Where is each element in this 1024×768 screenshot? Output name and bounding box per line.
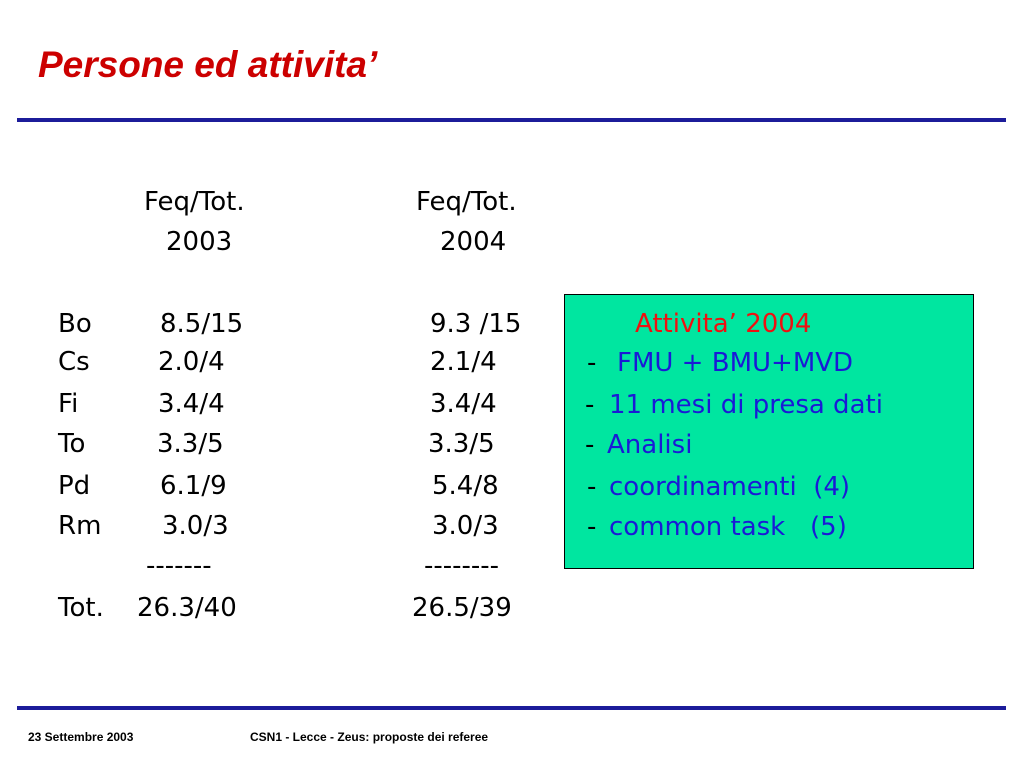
activity-item: coordinamenti (4) (609, 472, 851, 502)
activity-item: 11 mesi di presa dati (609, 390, 883, 420)
row-value-2003: 3.0/3 (162, 511, 229, 541)
activity-item: FMU + BMU+MVD (617, 348, 854, 378)
activity-bullet: - (587, 348, 597, 378)
total-value-2004: 26.5/39 (412, 593, 512, 623)
header-divider (17, 118, 1006, 122)
row-value-2003: 6.1/9 (160, 471, 227, 501)
activity-bullet: - (587, 472, 597, 502)
footer-text: CSN1 - Lecce - Zeus: proposte dei referee (250, 730, 489, 744)
footer-date: 23 Settembre 2003 (28, 730, 134, 744)
activity-bullet: - (587, 512, 597, 542)
activities-box (564, 294, 974, 569)
row-value-2004: 5.4/8 (432, 471, 499, 501)
total-label: Tot. (58, 593, 104, 623)
col-2004-header-line1: Feq/Tot. (416, 187, 517, 217)
row-site-label: Cs (58, 347, 90, 377)
activity-bullet: - (585, 430, 595, 460)
row-value-2004: 3.0/3 (432, 511, 499, 541)
col-2003-header-line2: 2003 (166, 227, 233, 257)
row-value-2003: 3.4/4 (158, 389, 225, 419)
slide-title: Persone ed attivita’ (38, 44, 378, 85)
total-value-2003: 26.3/40 (137, 593, 237, 623)
row-value-2003: 3.3/5 (157, 429, 224, 459)
col-2003-header-line1: Feq/Tot. (144, 187, 245, 217)
row-value-2004: 2.1/4 (430, 347, 497, 377)
activity-item: Analisi (607, 430, 693, 460)
row-site-label: Bo (58, 309, 92, 339)
row-site-label: Fi (58, 389, 79, 419)
separator-2004: -------- (424, 551, 500, 581)
row-site-label: Pd (58, 471, 91, 501)
col-2004-header-line2: 2004 (440, 227, 507, 257)
row-value-2004: 3.4/4 (430, 389, 497, 419)
row-value-2004: 3.3/5 (428, 429, 495, 459)
activity-bullet: - (585, 390, 595, 420)
row-value-2003: 8.5/15 (160, 309, 244, 339)
row-site-label: Rm (58, 511, 102, 541)
separator-2003: ------- (146, 551, 212, 581)
row-value-2003: 2.0/4 (158, 347, 225, 377)
row-site-label: To (58, 429, 86, 459)
activity-item: common task (5) (609, 512, 847, 542)
row-value-2004: 9.3 /15 (430, 309, 522, 339)
footer-divider (17, 706, 1006, 710)
activities-title: Attivita’ 2004 (635, 309, 812, 339)
